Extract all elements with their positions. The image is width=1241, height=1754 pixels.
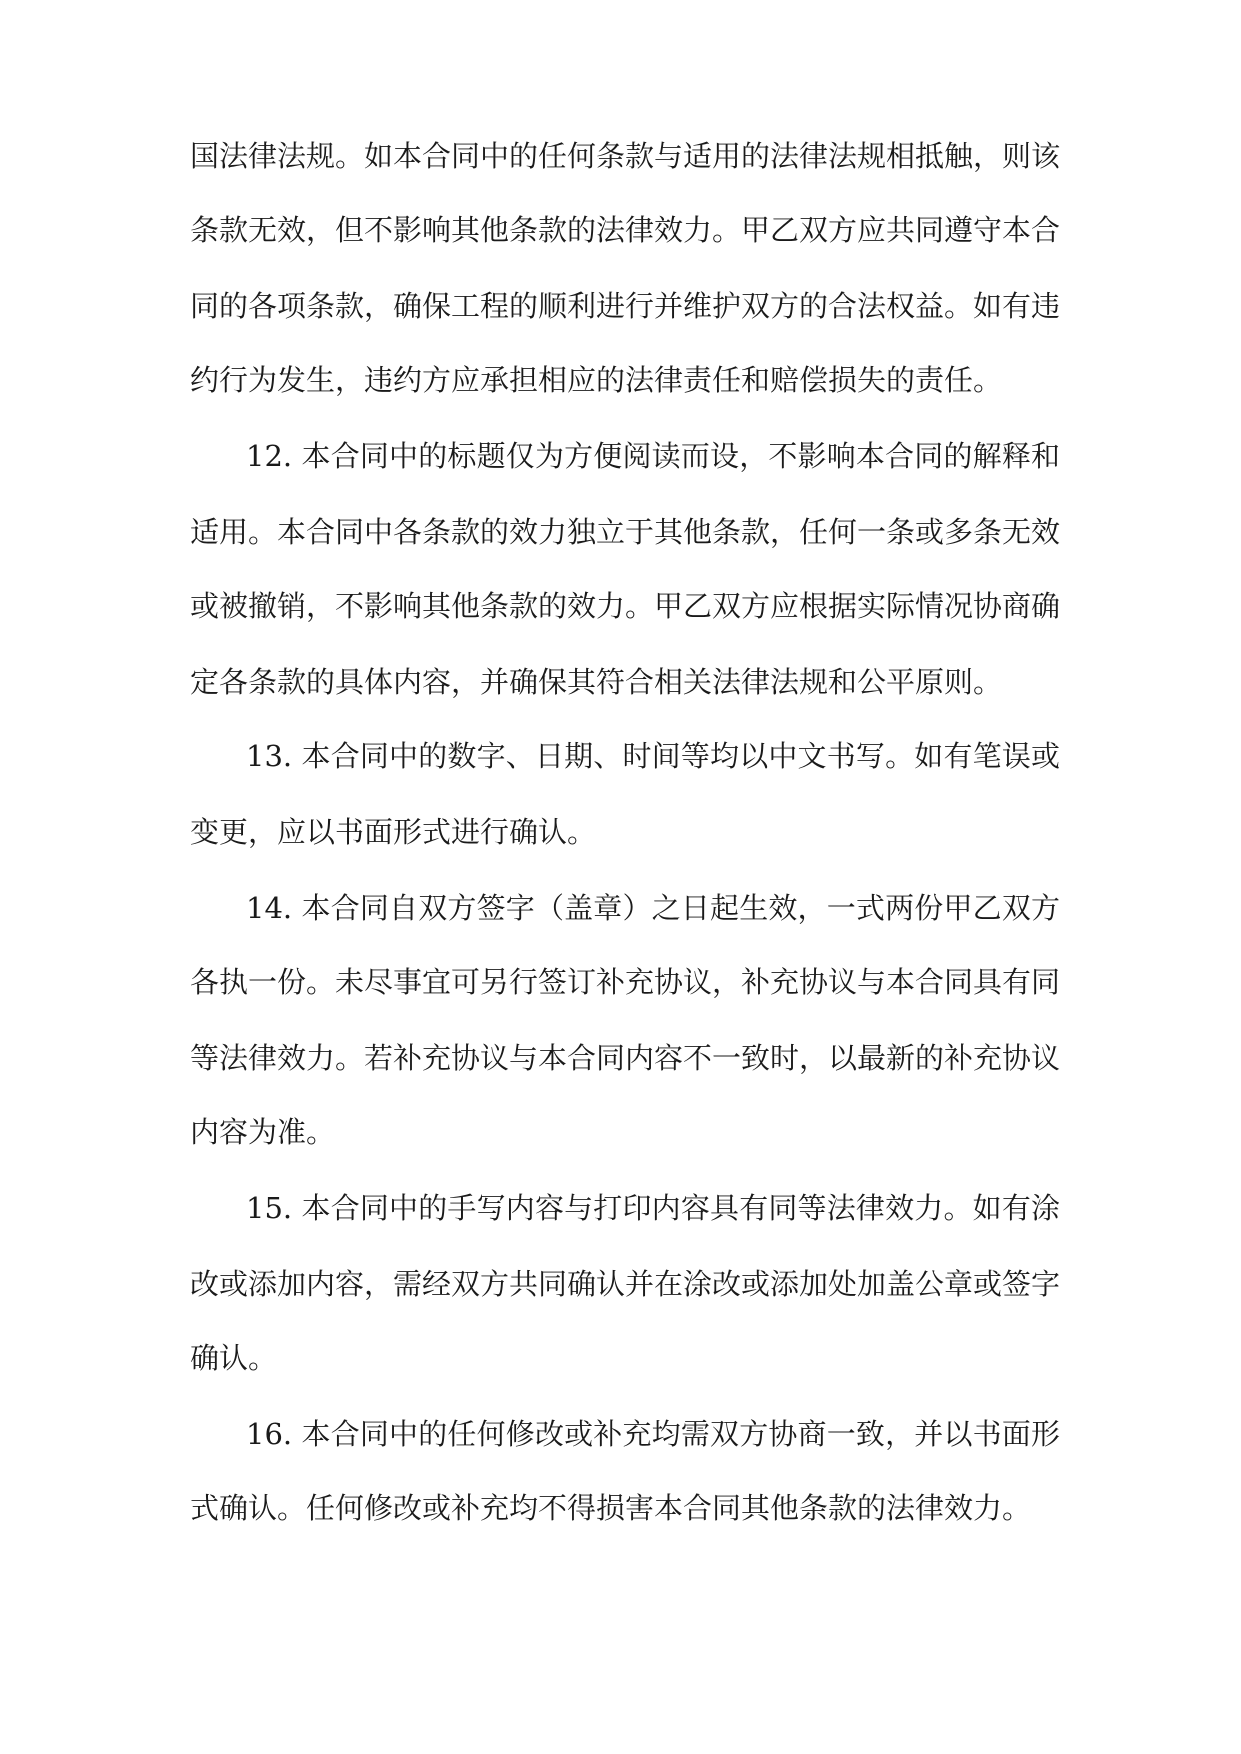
paragraph-line: 条款无效，但不影响其他条款的法律效力。甲乙双方应共同遵守本合 <box>190 213 1061 247</box>
paragraph-line: 约行为发生，违约方应承担相应的法律责任和赔偿损失的责任。 <box>190 363 1003 397</box>
paragraph-line: 内容为准。 <box>190 1115 336 1149</box>
paragraph-line: 变更，应以书面形式进行确认。 <box>190 815 597 849</box>
clause-12-line: 12. 本合同中的标题仅为方便阅读而设，不影响本合同的解释和 <box>246 439 1060 473</box>
paragraph-line: 改或添加内容，需经双方共同确认并在涂改或添加处加盖公章或签字 <box>190 1267 1061 1301</box>
paragraph-line: 各执一份。未尽事宜可另行签订补充协议，补充协议与本合同具有同 <box>190 965 1061 999</box>
paragraph-line: 等法律效力。若补充协议与本合同内容不一致时，以最新的补充协议 <box>190 1041 1061 1075</box>
paragraph-line: 国法律法规。如本合同中的任何条款与适用的法律法规相抵触，则该 <box>190 139 1061 173</box>
paragraph-line: 式确认。任何修改或补充均不得损害本合同其他条款的法律效力。 <box>190 1491 1032 1525</box>
clause-16-line: 16. 本合同中的任何修改或补充均需双方协商一致，并以书面形 <box>246 1417 1060 1451</box>
paragraph-line: 确认。 <box>190 1341 278 1375</box>
clause-14-line: 14. 本合同自双方签字（盖章）之日起生效，一式两份甲乙双方 <box>246 891 1060 925</box>
paragraph-line: 适用。本合同中各条款的效力独立于其他条款，任何一条或多条无效 <box>190 515 1061 549</box>
paragraph-line: 定各条款的具体内容，并确保其符合相关法律法规和公平原则。 <box>190 665 1003 699</box>
clause-13-line: 13. 本合同中的数字、日期、时间等均以中文书写。如有笔误或 <box>246 739 1060 773</box>
paragraph-line: 同的各项条款，确保工程的顺利进行并维护双方的合法权益。如有违 <box>190 289 1061 323</box>
paragraph-line: 或被撤销，不影响其他条款的效力。甲乙双方应根据实际情况协商确 <box>190 589 1061 623</box>
clause-15-line: 15. 本合同中的手写内容与打印内容具有同等法律效力。如有涂 <box>246 1191 1060 1225</box>
